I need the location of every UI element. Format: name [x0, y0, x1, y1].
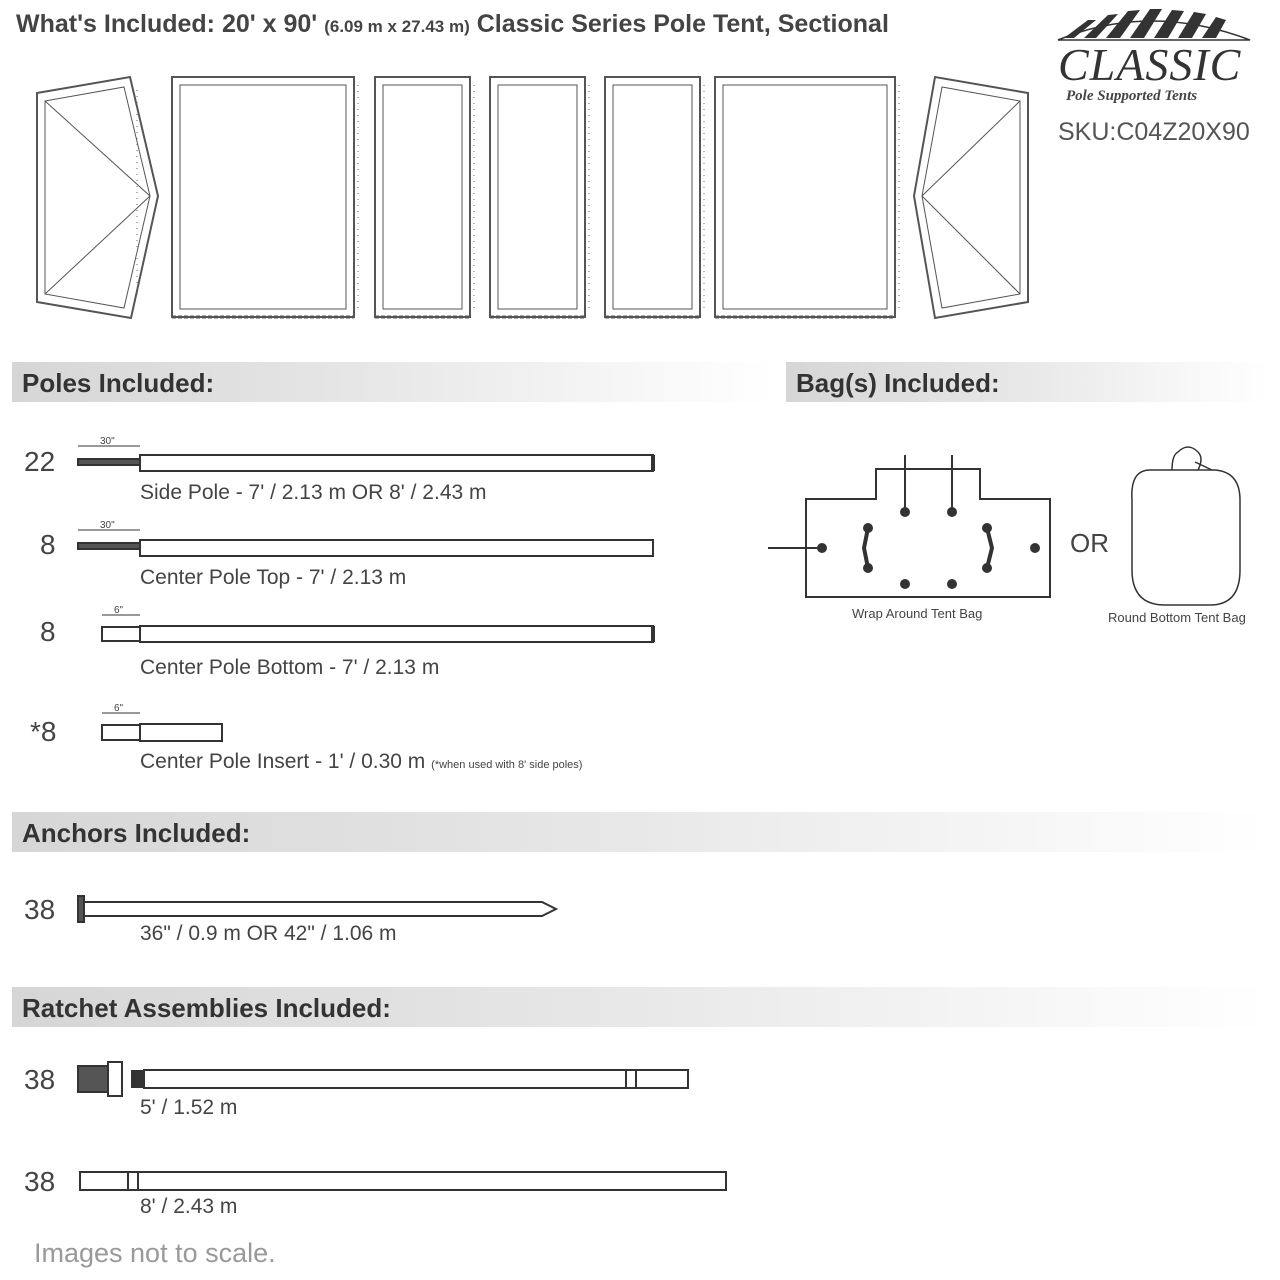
not-to-scale-note: Images not to scale. — [34, 1238, 276, 1268]
tent-panel-5 — [715, 77, 895, 317]
center-pole-bottom-dim: 6" — [114, 605, 124, 616]
center-pole-insert-label — [140, 750, 582, 774]
center-pole-insert-label-text: Center Pole Insert - 1' / 0.30 m — [140, 750, 426, 773]
logo-subtitle: Pole Supported Tents — [1066, 88, 1198, 104]
round-bag-caption: Round Bottom Tent Bag — [1108, 610, 1246, 625]
ratchet-5ft-label: 5' / 1.52 m — [140, 1096, 238, 1119]
ratchet-5ft-qty: 38 — [24, 1064, 56, 1095]
wrap-around-bag-drawing — [768, 455, 1050, 597]
ratchet-5ft-drawing — [78, 1062, 688, 1096]
lacing-marks — [137, 85, 899, 310]
tent-panel-1 — [172, 77, 354, 317]
center-pole-insert-qty: *8 — [30, 716, 57, 747]
anchor-label: 36" / 0.9 m OR 42" / 1.06 m — [140, 922, 397, 945]
tent-panel-3 — [490, 77, 585, 317]
title-rest: Classic Series Pole Tent, Sectional — [476, 10, 889, 38]
center-pole-top-qty: 8 — [40, 529, 56, 560]
logo-tent-icon — [1058, 9, 1250, 40]
center-pole-top-dim: 30" — [100, 520, 115, 531]
side-pole-qty: 22 — [24, 446, 56, 477]
side-pole-dim: 30" — [100, 436, 115, 447]
logo-wordmark: CLASSIC — [1058, 39, 1242, 90]
center-pole-bottom-label: Center Pole Bottom - 7' / 2.13 m — [140, 656, 440, 679]
center-pole-bottom-qty: 8 — [40, 616, 56, 647]
ratchet-8ft-drawing — [80, 1172, 726, 1190]
center-pole-top-label: Center Pole Top - 7' / 2.13 m — [140, 566, 407, 589]
title-metric: (6.09 m x 27.43 m) — [324, 17, 470, 36]
tent-panel-4 — [605, 77, 700, 317]
section-header-poles: Poles Included: — [12, 362, 772, 402]
section-header-anchors: Anchors Included: — [12, 812, 1268, 852]
round-bottom-bag-drawing — [1132, 447, 1240, 605]
center-pole-insert-drawing — [102, 713, 222, 741]
tent-end-right — [914, 77, 1028, 318]
center-pole-insert-note: (*when used with 8' side poles) — [431, 759, 583, 771]
center-pole-top-drawing — [78, 530, 653, 556]
sku-label: SKU:C04Z20X90 — [1058, 118, 1250, 146]
center-pole-insert-dim: 6" — [114, 703, 124, 714]
side-pole-label: Side Pole - 7' / 2.13 m OR 8' / 2.43 m — [140, 481, 487, 504]
tent-end-left — [37, 77, 158, 318]
wrap-bag-caption: Wrap Around Tent Bag — [852, 606, 983, 621]
ratchet-8ft-label: 8' / 2.43 m — [140, 1195, 238, 1218]
anchor-stake-drawing — [78, 896, 556, 922]
side-pole-drawing — [78, 446, 653, 471]
page-title — [16, 10, 889, 39]
center-pole-bottom-drawing — [102, 615, 653, 642]
title-main: What's Included: 20' x 90' — [16, 10, 318, 38]
tent-panel-2 — [375, 77, 470, 317]
anchor-qty: 38 — [24, 894, 56, 925]
bags-or-label: OR — [1070, 528, 1109, 558]
section-header-ratchets: Ratchet Assemblies Included: — [12, 987, 1268, 1027]
section-header-bags: Bag(s) Included: — [786, 362, 1268, 402]
ratchet-8ft-qty: 38 — [24, 1166, 56, 1197]
